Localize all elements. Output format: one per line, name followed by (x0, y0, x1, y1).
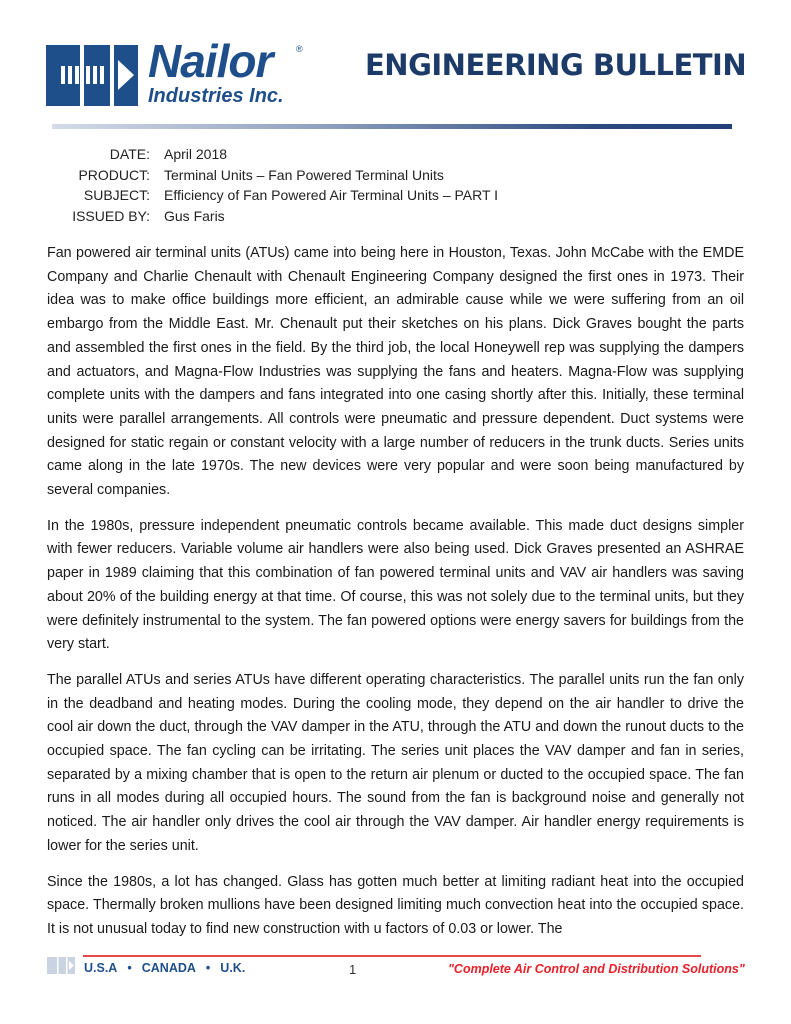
country-uk: U.K. (220, 961, 246, 975)
footer-tagline: "Complete Air Control and Distribution Solutions" (448, 962, 745, 976)
document-title: ENGINEERING BULLETIN (365, 48, 747, 82)
footer-divider (83, 955, 701, 957)
meta-label: ISSUED BY: (72, 207, 150, 224)
company-name: Nailor (148, 35, 273, 87)
country-usa: U.S.A (84, 961, 118, 975)
meta-row-subject (40, 185, 498, 206)
meta-value: Efficiency of Fan Powered Air Terminal Units – PART I (164, 187, 499, 204)
meta-label: SUBJECT: (83, 187, 150, 204)
country-canada: CANADA (141, 961, 196, 975)
meta-label: PRODUCT: (78, 166, 150, 183)
meta-row-date (40, 144, 498, 165)
meta-value: April 2018 (164, 146, 228, 162)
body-paragraph: In the 1980s, pressure independent pneumatic controls became available. This made duct designs simpler with fewer reducers. Variable volume air handlers were also being used. Dick Graves presented an ASHRAE paper in 1989 claiming that this combination of fan powered terminal units and VAV air handlers was saving about 20% of the building energy at that time. Of course, this was not solely due to the terminal units, but they were definitely instrumental to the system. The fan powered options were energy savers for buildings from the very start. (47, 517, 744, 653)
bullet-separator: • (205, 961, 211, 975)
meta-row-issued-by (40, 206, 498, 227)
bullet-separator: • (127, 961, 132, 975)
body-paragraph: Fan powered air terminal units (ATUs) came into being here in Houston, Texas. John McCabe with the EMDE Company and Charlie Chenault with Chenault Engineering Company designed the first ones in 1973. Their idea was to make office buildings more efficient, an admirable cause while we were suffering from an oil embargo from the Middle East. Mr. Chenault put their sketches on his plans. Dick Graves bought the parts and assembled the first ones in the field. By the third job, the local Honeywell rep was supplying the dampers and actuators, and Magna-Flow Industries was supplying the fans and heaters. Magna-Flow was supplying complete units with the dampers and fans integrated into one casing shortly after this. Initially, these terminal units were parallel arrangements. All controls were pneumatic and pressure dependent. Duct systems were designed for static regain or constant velocity with a large number of reducers in the trunk ducts. Series units came along in the late 1970s. The new devices were very popular and were soon being manufactured by several companies. (47, 245, 744, 499)
company-subtitle: Industries Inc. (148, 85, 284, 107)
meta-row-product (40, 165, 498, 186)
footer-countries (84, 961, 245, 975)
registered-mark: ® (296, 44, 303, 54)
bulletin-metadata (40, 144, 498, 226)
header-divider (52, 124, 732, 129)
bulletin-body (47, 242, 744, 954)
body-paragraph: Since the 1980s, a lot has changed. Glass has gotten much better at limiting radiant heat into the occupied space. Thermally broken mullions have been designed limiting much convection heat into the occupied space. It is not unusual today to find new construction with u factors of 0.03 or lower. The (47, 873, 744, 937)
nailor-footer-logo-icon (47, 957, 75, 974)
page-number: 1 (349, 962, 357, 977)
meta-value: Terminal Units – Fan Powered Terminal Units (164, 166, 444, 183)
body-paragraph: The parallel ATUs and series ATUs have different operating characteristics. The parallel units run the fan only in the deadband and heating modes. During the cooling mode, they depend on the air handler to drive the cool air down the duct, through the VAV damper in the ATU, through the ATU and down the runout ducts to the occupied space. The fan cycling can be irritating. The series unit places the VAV damper and fan in series, separated by a mixing chamber that is open to the return air plenum or ducted to the occupied space. The fan runs in all modes during all occupied hours. The sound from the fan is background noise and generally not noticed. The air handler only drives the cool air through the VAV damper. Air handler energy requirements is lower for the series unit. (47, 671, 744, 854)
meta-value: Gus Faris (164, 207, 225, 224)
meta-label: DATE: (109, 146, 150, 162)
nailor-logo-icon (46, 45, 138, 106)
